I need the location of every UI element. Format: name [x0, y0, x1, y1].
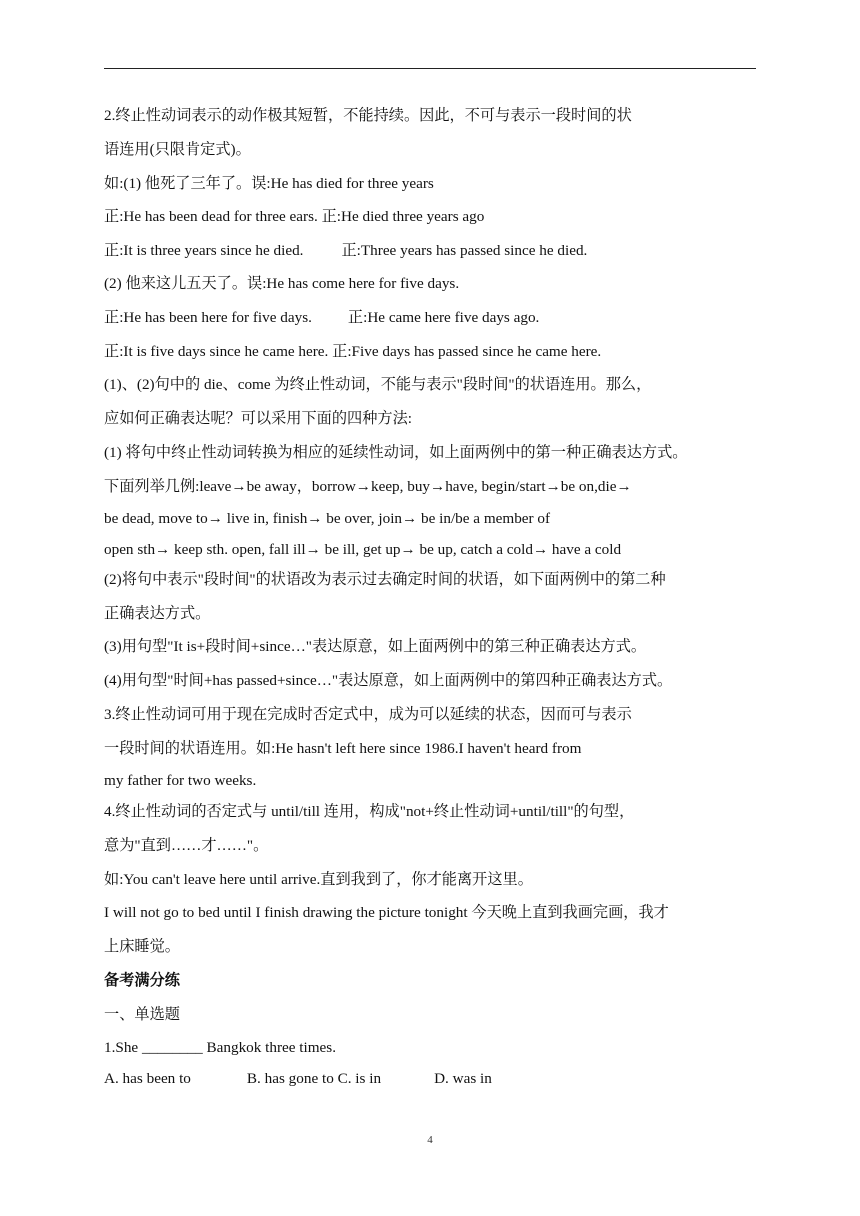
text-line: (1)、(2)句中的 die、come 为终止性动词，不能与表示"段时间"的状语连用。那么，	[104, 376, 652, 393]
text-line: 3.终止性动词可用于现在完成时否定式中，成为可以延续的状态，因而可与表示	[104, 706, 632, 723]
text-line: 意为"直到……才……"。	[104, 837, 269, 854]
text-line	[104, 308, 539, 328]
text-line: 2.终止性动词表示的动作极其短暂，不能持续。因此，不可与表示一段时间的状	[104, 107, 632, 124]
option-a: A. has been to	[104, 1070, 191, 1087]
text-line: (2)将句中表示"段时间"的状语改为表示过去确定时间的状语，如下面两例中的第二种	[104, 571, 666, 588]
header-rule	[104, 68, 756, 69]
text-line: 如:You can't leave here until arrive.直到我到了，你才能离开这里。	[104, 871, 533, 888]
text-line: 语连用(只限肯定式)。	[104, 141, 251, 158]
answer-options	[104, 1069, 492, 1089]
section-heading: 备考满分练	[104, 972, 180, 989]
text-line: 应如何正确表达呢？可以采用下面的四种方法:	[104, 410, 412, 427]
text-line: 一段时间的状语连用。如:He hasn't left here since 1986.I haven't heard from	[104, 740, 582, 757]
text-line: (4)用句型"时间+has passed+since…"表达原意，如上面两例中的第四种正确表达方式。	[104, 672, 673, 689]
text-line: open sth→ keep sth. open, fall ill→ be ill, get up→ be up, catch a cold→ have a cold	[104, 541, 622, 558]
text-line: 正:He has been dead for three ears. 正:He died three years ago	[104, 208, 485, 225]
text-line: be dead, move to→ live in, finish→ be over, join→ be in/be a member of	[104, 510, 551, 527]
text-line: (2) 他来这儿五天了。误:He has come here for five days.	[104, 275, 460, 292]
option-d: D. was in	[434, 1070, 492, 1087]
text-line: (3)用句型"It is+段时间+since…"表达原意，如上面两例中的第三种正确表达方式。	[104, 638, 647, 655]
text-line: 正:It is five days since he came here. 正:Five days has passed since he came here.	[104, 343, 602, 360]
text-line: I will not go to bed until I finish drawing the picture tonight 今天晚上直到我画完画，我才	[104, 904, 669, 921]
text-line: my father for two weeks.	[104, 772, 257, 789]
text-line: (1) 将句中终止性动词转换为相应的延续性动词，如上面两例中的第一种正确表达方式。	[104, 444, 688, 461]
text-segment: 正:He has been here for five days.	[104, 309, 312, 326]
text-segment: 正:It is three years since he died.	[104, 242, 304, 259]
text-line: 如:(1) 他死了三年了。误:He has died for three years	[104, 175, 434, 192]
question-stem: 1.She ________ Bangkok three times.	[104, 1039, 337, 1056]
text-segment: 正:Three years has passed since he died.	[341, 242, 588, 259]
subsection-heading: 一、单选题	[104, 1006, 180, 1023]
text-line: 正确表达方式。	[104, 605, 211, 622]
text-segment: 正:He came here five days ago.	[347, 309, 540, 326]
text-line	[104, 241, 587, 261]
page-number: 4	[427, 1134, 433, 1146]
text-line: 上床睡觉。	[104, 938, 180, 955]
text-line: 下面列举几例:leave→be away，borrow→keep, buy→have, begin/start→be on,die→	[104, 478, 632, 495]
option-b-c: B. has gone to C. is in	[246, 1070, 382, 1087]
text-line: 4.终止性动词的否定式与 until/till 连用，构成"not+终止性动词+until/till"的句型，	[104, 803, 635, 820]
